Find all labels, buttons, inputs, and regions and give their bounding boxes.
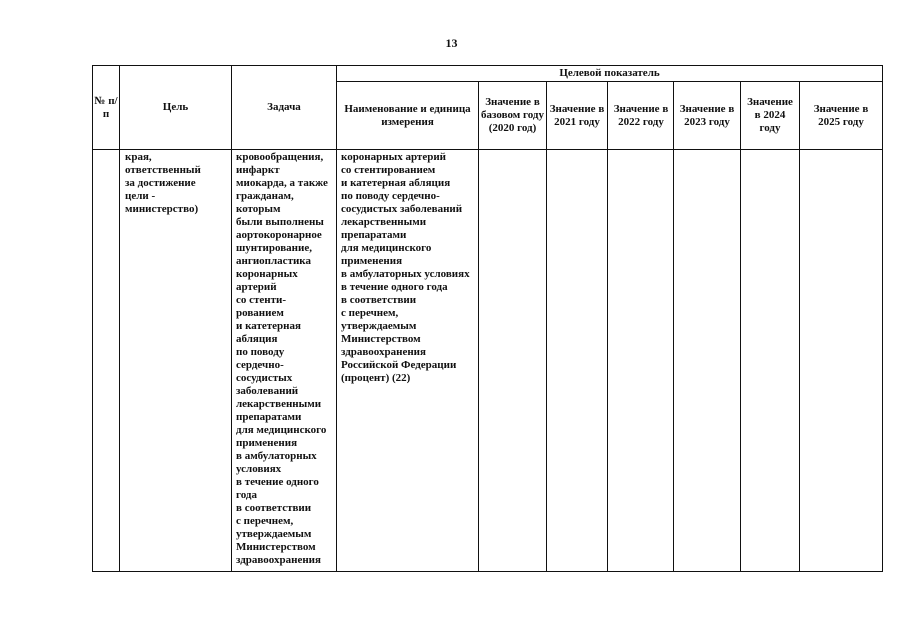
col-header-2022: Значение в 2022 году (613, 102, 669, 128)
col-header-indicator-name: Наименование и единица измерения (344, 102, 471, 128)
col-header-num: № п/п (94, 94, 118, 120)
row-task: кровообращения, инфаркт миокарда, а также гражданам, которым были выполнены аортокоронарное шунтирование, ангиопластика коронарных артерий со стенти- рованием и катетерная абляция по поводу сердечно- сосудистых заболеваний лекарственными препаратами для медицинского применения в амбулаторных условиях в течение одного года в соответствии с перечнем, утверждаемым Министерством здравоохранения (236, 151, 328, 566)
page-number: 13 (445, 36, 458, 50)
row-indicator-name: коронарных артерий со стентированием и катетерная абляция по поводу сердечно- сосудистых заболеваний лекарственными препаратами для медицинского применения в амбулаторных условиях в течение одного года в соответствии с перечнем, утверждаемым Министерством здравоохранения Российской Федерации (процент) (22) (341, 151, 470, 384)
col-header-2025: Значение в 2025 году (813, 102, 869, 128)
col-header-2024: Значение в 2024 году (747, 96, 793, 134)
row-goal: края, ответственный за достижение цели - министерство) (125, 151, 201, 215)
col-header-2023: Значение в 2023 году (679, 102, 735, 128)
group-header-target-indicator: Целевой показатель (559, 67, 660, 79)
col-header-goal: Цель (162, 101, 189, 113)
col-header-task: Задача (267, 101, 301, 113)
col-header-base-value: Значение в базовом году (2020 год) (481, 96, 544, 134)
col-header-2021: Значение в 2021 году (549, 102, 605, 128)
